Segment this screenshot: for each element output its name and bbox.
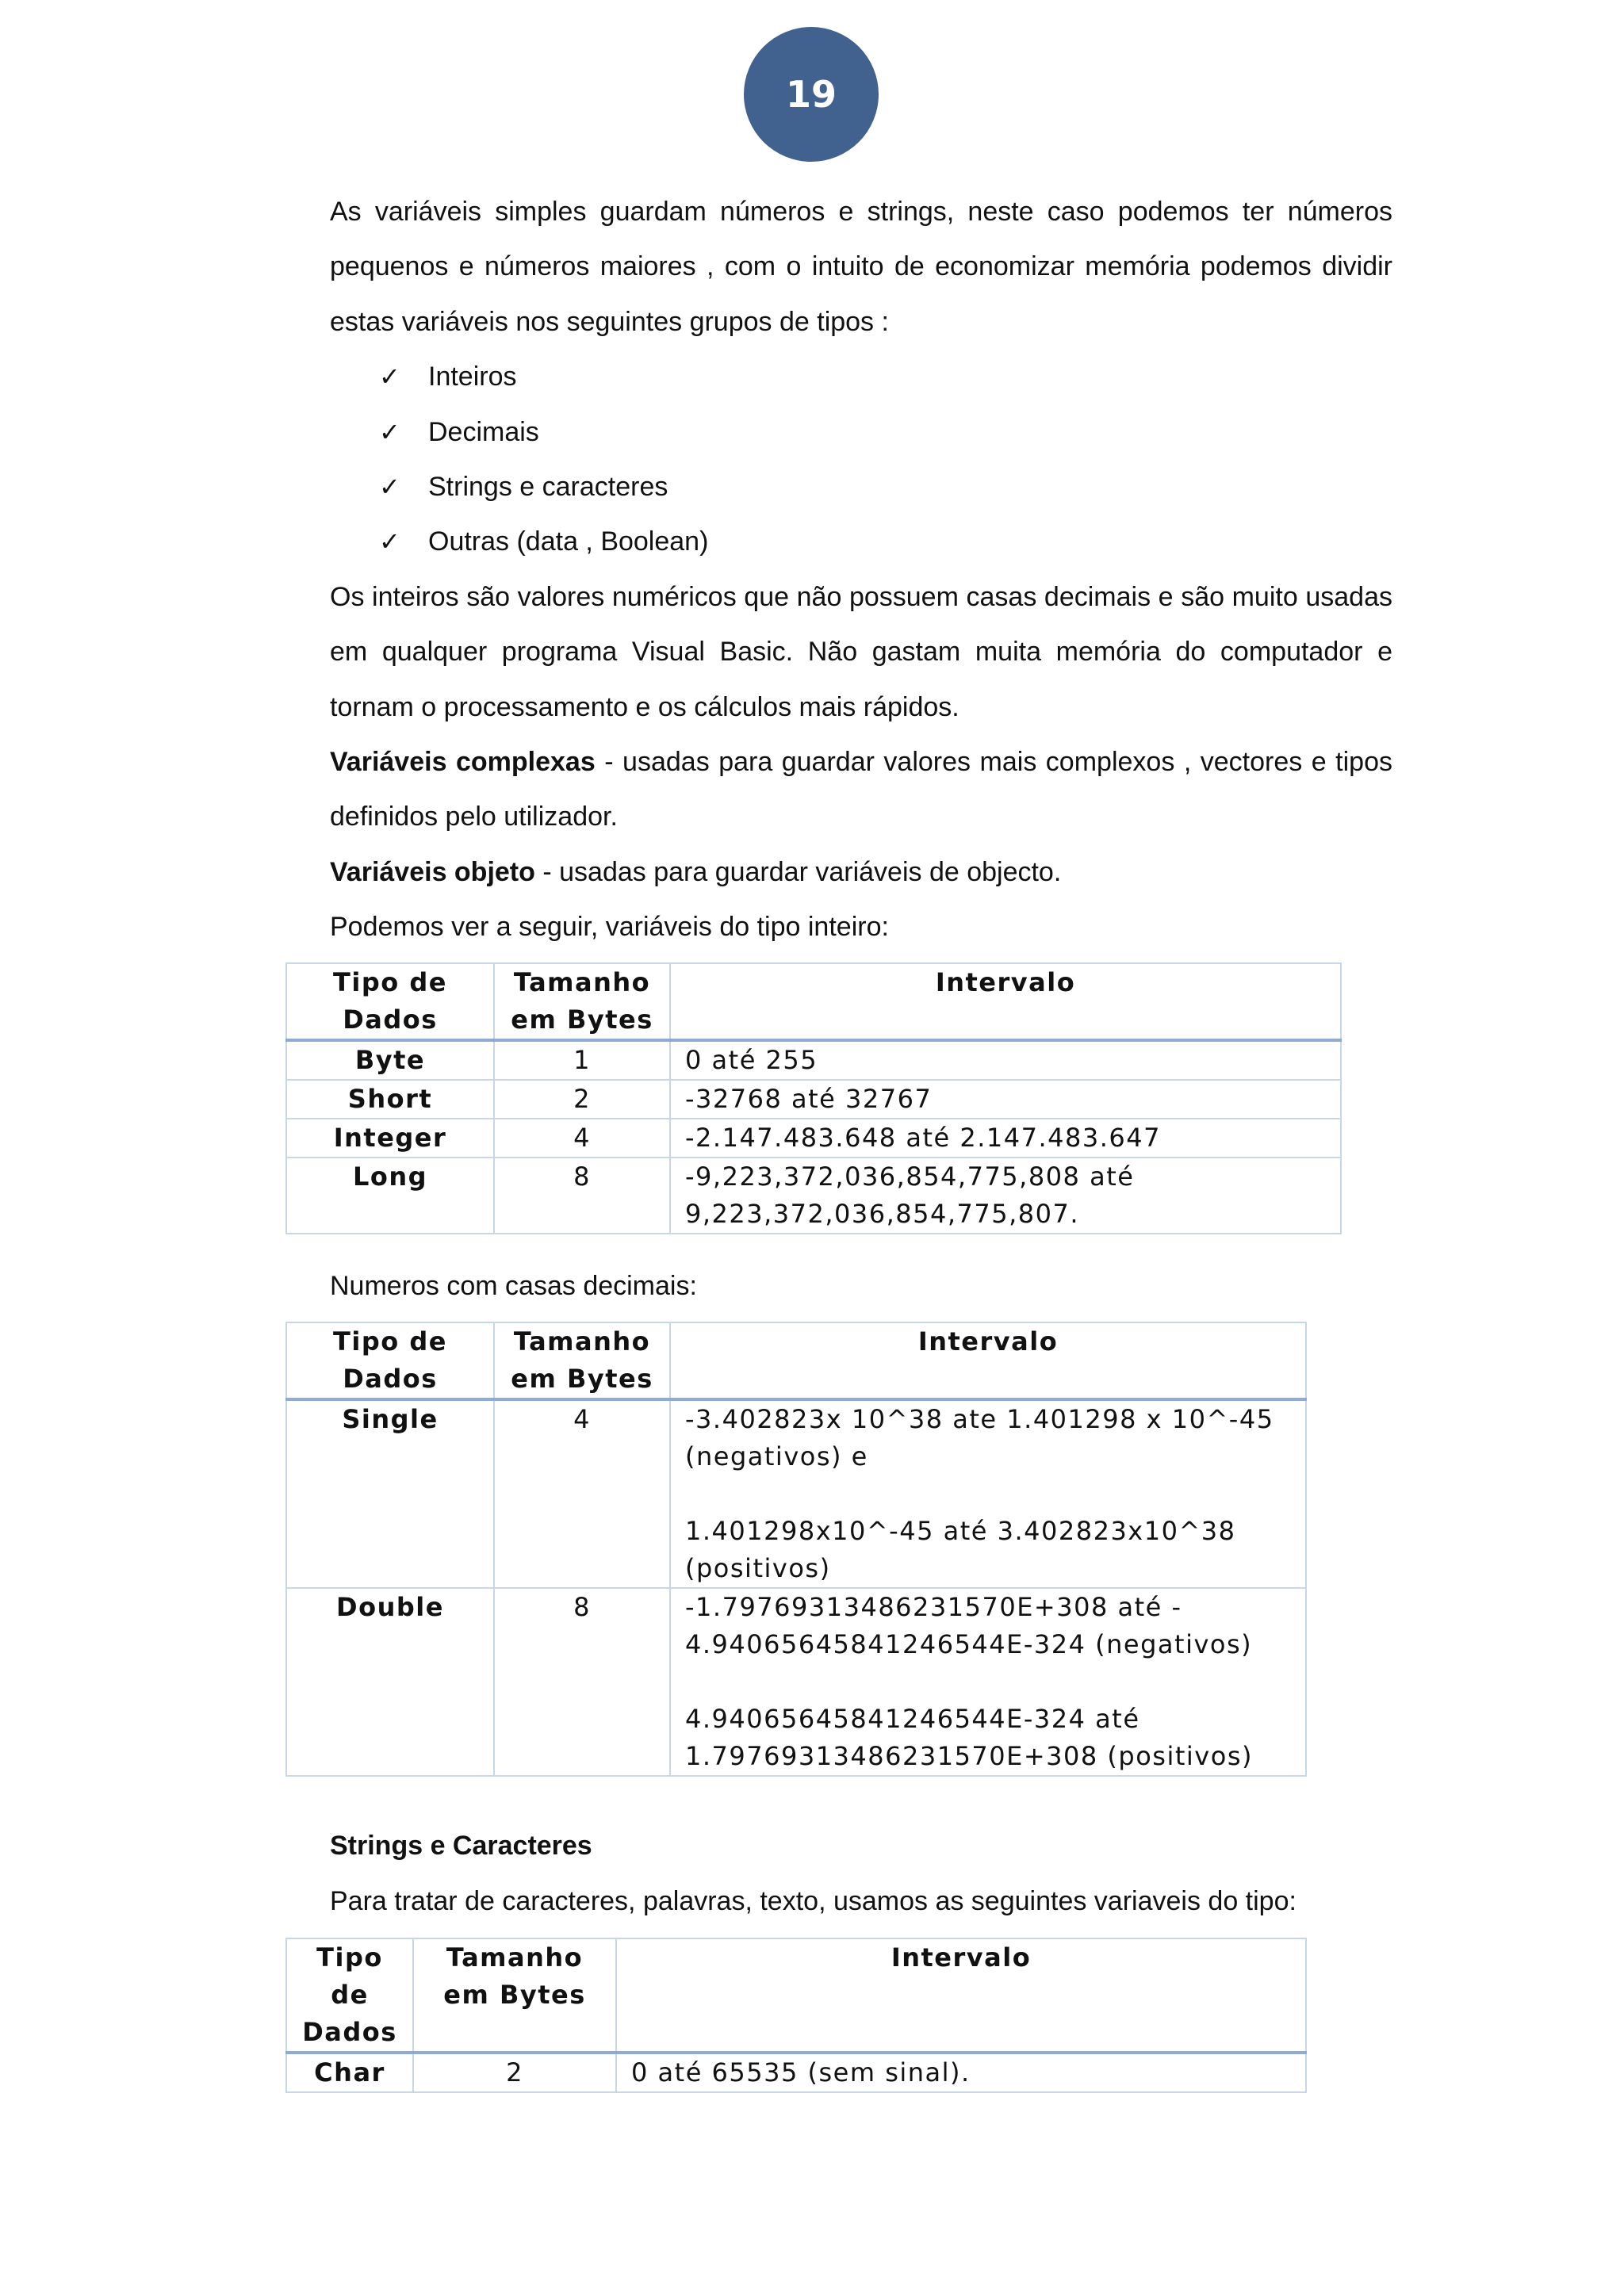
cell-size: 8 bbox=[494, 1158, 670, 1234]
cell-type: Byte bbox=[286, 1040, 494, 1080]
complex-variables-term: Variáveis complexas bbox=[330, 747, 596, 777]
header-size: Tamanho em Bytes bbox=[494, 963, 670, 1040]
cell-size: 2 bbox=[413, 2053, 616, 2092]
cell-type: Single bbox=[286, 1399, 494, 1588]
cell-range: -2.147.483.648 até 2.147.483.647 bbox=[670, 1119, 1341, 1158]
cell-range: 0 até 65535 (sem sinal). bbox=[616, 2053, 1306, 2092]
cell-type: Integer bbox=[286, 1119, 494, 1158]
cell-range: -1.79769313486231570E+308 até - 4.94065645841246544E-324 (negativos) 4.94065645841246544E-324 até 1.79769313486231570E+308 (positivos) bbox=[670, 1588, 1306, 1776]
intro-section bbox=[330, 185, 1392, 955]
header-range: Intervalo bbox=[670, 1322, 1306, 1399]
strings-heading: Strings e Caracteres bbox=[330, 1831, 592, 1861]
cell-range: -9,223,372,036,854,775,808 até 9,223,372,036,854,775,807. bbox=[670, 1158, 1341, 1234]
list-item: ✓ Outras (data , Boolean) bbox=[330, 515, 1392, 569]
cell-size: 4 bbox=[494, 1399, 670, 1588]
header-data-type: Tipo de Dados bbox=[286, 1322, 494, 1399]
decimal-intro: Numeros com casas decimais: bbox=[330, 1271, 697, 1301]
header-data-type: Tipo de Dados bbox=[286, 1938, 413, 2053]
strings-intro: Para tratar de caracteres, palavras, texto, usamos as seguintes variaveis do tipo: bbox=[330, 1886, 1297, 1916]
type-groups-list bbox=[330, 350, 1392, 570]
integer-types-table bbox=[285, 962, 1342, 1234]
table-row bbox=[286, 1158, 1341, 1234]
header-data-type: Tipo de Dados bbox=[286, 963, 494, 1040]
page-number-badge: 19 bbox=[744, 27, 879, 162]
integer-intro: Podemos ver a seguir, variáveis do tipo inteiro: bbox=[330, 912, 889, 943]
decimal-types-table bbox=[285, 1322, 1307, 1777]
cell-range: -3.402823x 10^38 ate 1.401298 x 10^-45 (negativos) e 1.401298x10^-45 até 3.402823x10^38 (positivos) bbox=[670, 1399, 1306, 1588]
table-row bbox=[286, 1080, 1341, 1119]
cell-type: Long bbox=[286, 1158, 494, 1234]
object-variables-term: Variáveis objeto bbox=[330, 856, 535, 887]
intro-paragraph: As variáveis simples guardam números e strings, neste caso podemos ter números pequenos e números maiores , com o intuito de economizar memória podemos dividir estas variáveis nos seguintes grupos de tipos : bbox=[330, 197, 1392, 337]
checkmark-icon: ✓ bbox=[379, 416, 400, 447]
cell-size: 2 bbox=[494, 1080, 670, 1119]
cell-type: Short bbox=[286, 1080, 494, 1119]
cell-size: 8 bbox=[494, 1588, 670, 1776]
list-item: ✓ Strings e caracteres bbox=[330, 460, 1392, 515]
cell-range: -32768 até 32767 bbox=[670, 1080, 1341, 1119]
complex-variables-paragraph bbox=[330, 735, 1392, 845]
list-item: ✓ Inteiros bbox=[330, 350, 1392, 404]
header-size: Tamanho em Bytes bbox=[494, 1322, 670, 1399]
table-row bbox=[286, 1588, 1306, 1776]
table-row bbox=[286, 1040, 1341, 1080]
list-item: ✓ Decimais bbox=[330, 405, 1392, 460]
header-range: Intervalo bbox=[670, 963, 1341, 1040]
integers-paragraph: Os inteiros são valores numéricos que não possuem casas decimais e são muito usadas em qualquer programa Visual Basic. Não gastam muita memória do computador e tornam o processamento e os cálculos mais rápidos. bbox=[330, 581, 1392, 722]
table-row bbox=[286, 1119, 1341, 1158]
table-header-row bbox=[286, 1322, 1306, 1399]
table-header-row bbox=[286, 963, 1341, 1040]
object-variables-paragraph bbox=[330, 845, 1392, 900]
char-types-table bbox=[285, 1938, 1307, 2093]
cell-size: 4 bbox=[494, 1119, 670, 1158]
cell-type: Double bbox=[286, 1588, 494, 1776]
checkmark-icon: ✓ bbox=[379, 362, 400, 392]
cell-type: Char bbox=[286, 2053, 413, 2092]
table-row bbox=[286, 2053, 1306, 2092]
checkmark-icon: ✓ bbox=[379, 472, 400, 502]
header-size: Tamanho em Bytes bbox=[413, 1938, 616, 2053]
header-range: Intervalo bbox=[616, 1938, 1306, 2053]
cell-size: 1 bbox=[494, 1040, 670, 1080]
cell-range: 0 até 255 bbox=[670, 1040, 1341, 1080]
table-row bbox=[286, 1399, 1306, 1588]
object-variables-text: - usadas para guardar variáveis de objecto. bbox=[534, 856, 1062, 887]
complex-variables-text: - usadas para guardar valores mais complexos , vectores e tipos definidos pelo utilizador. bbox=[330, 747, 1392, 832]
table-header-row bbox=[286, 1938, 1306, 2053]
checkmark-icon: ✓ bbox=[379, 526, 400, 557]
